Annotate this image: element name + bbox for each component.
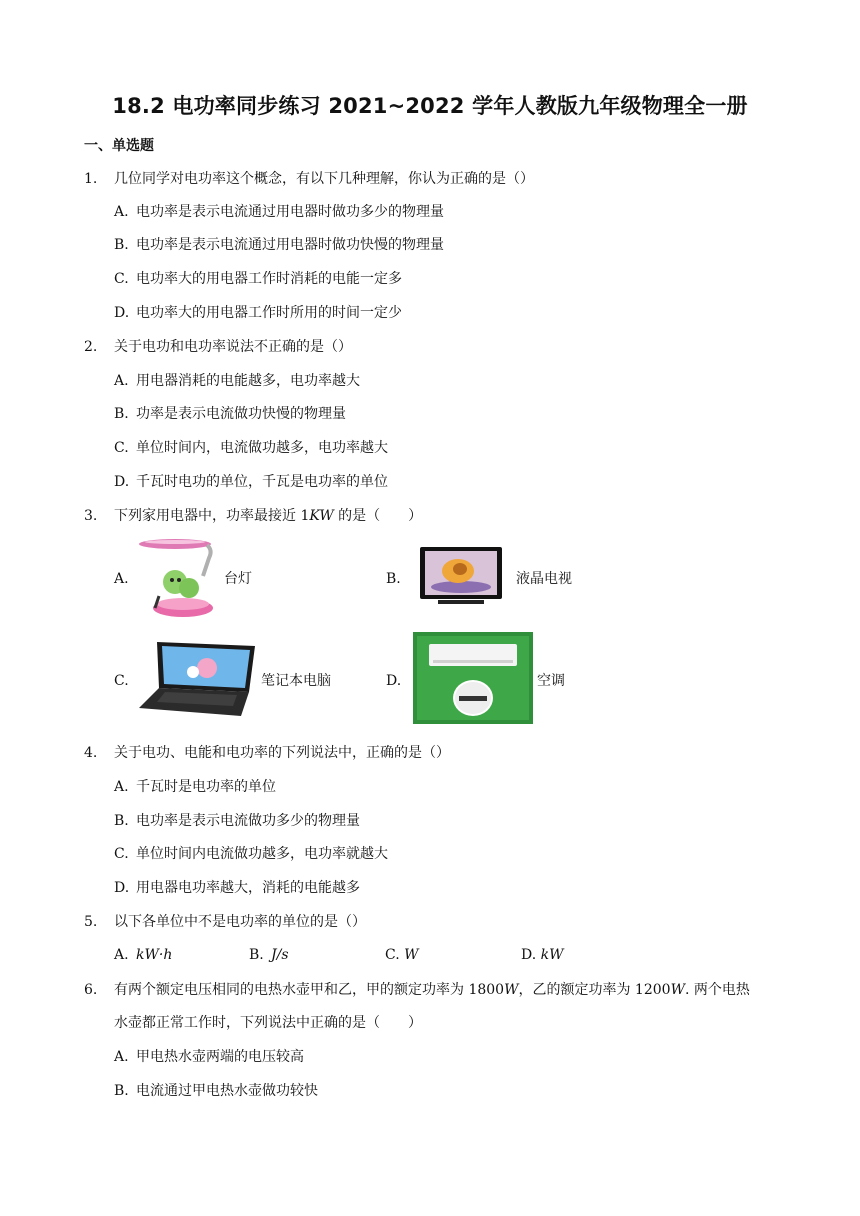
- option-letter: B.: [114, 406, 129, 422]
- option-text: 笔记本电脑: [261, 673, 331, 689]
- option-letter: A.: [114, 947, 129, 963]
- option-letter: A.: [114, 204, 129, 220]
- option-text: 电功率是表示电流做功多少的物理量: [136, 813, 360, 829]
- option-a[interactable]: [114, 778, 276, 796]
- option-letter: C.: [385, 947, 400, 963]
- option-a[interactable]: [114, 372, 360, 390]
- option-letter: B.: [114, 1083, 129, 1099]
- stem-text: 的是（ ）: [333, 508, 423, 524]
- option-letter: D.: [114, 305, 130, 321]
- option-c[interactable]: [114, 270, 402, 288]
- option-letter: B.: [114, 813, 129, 829]
- laptop-icon: [137, 640, 259, 718]
- section-heading: 一、单选题: [84, 138, 154, 154]
- question-stem: [114, 981, 750, 999]
- question-stem: 以下各单位中不是电功率的单位的是（）: [114, 914, 366, 930]
- question-stem: 关于电功、电能和电功率的下列说法中，正确的是（）: [114, 745, 450, 761]
- option-letter: C.: [114, 846, 129, 862]
- option-letter: B.: [114, 237, 129, 253]
- option-text: 液晶电视: [516, 571, 572, 587]
- option-text: 用电器电功率越大，消耗的电能越多: [136, 880, 360, 896]
- option-letter: A.: [114, 1049, 129, 1065]
- unit-symbol: W: [670, 982, 685, 998]
- option-a[interactable]: [114, 946, 172, 964]
- desk-lamp-icon: [137, 536, 233, 622]
- option-d[interactable]: [114, 879, 360, 897]
- option-c[interactable]: [385, 946, 419, 964]
- option-text: 用电器消耗的电能越多，电功率越大: [136, 373, 360, 389]
- question-number: 4.: [84, 745, 98, 761]
- option-d[interactable]: [521, 946, 564, 964]
- question-stem: 关于电功和电功率说法不正确的是（）: [114, 339, 352, 355]
- question-stem: [114, 507, 422, 525]
- question-stem: 几位同学对电功率这个概念，有以下几种理解，你认为正确的是（）: [114, 171, 534, 187]
- option-letter[interactable]: D.: [386, 673, 402, 689]
- option-text: 电流通过甲电热水壶做功较快: [136, 1083, 318, 1099]
- stem-text: 有两个额定电压相同的电热水壶甲和乙，甲的额定功率为 1800: [114, 982, 505, 998]
- option-b[interactable]: [249, 946, 289, 964]
- option-text: J/s: [271, 947, 289, 963]
- question-number: 5.: [84, 914, 98, 930]
- option-text: 千瓦时电功的单位，千瓦是电功率的单位: [136, 474, 388, 490]
- option-letter: D.: [114, 880, 130, 896]
- stem-text: 下列家用电器中，功率最接近 1: [114, 508, 310, 524]
- option-text: 电功率是表示电流通过用电器时做功快慢的物理量: [136, 237, 444, 253]
- question-number: 1.: [84, 171, 98, 187]
- option-letter[interactable]: C.: [114, 673, 129, 689]
- option-letter: B.: [249, 947, 264, 963]
- option-b[interactable]: [114, 812, 360, 830]
- option-text: W: [404, 947, 419, 963]
- option-letter: D.: [521, 947, 537, 963]
- question-stem-continued: 水壶都正常工作时，下列说法中正确的是（ ）: [114, 1015, 422, 1031]
- option-letter: C.: [114, 271, 129, 287]
- option-text: 台灯: [224, 571, 252, 587]
- option-c[interactable]: [114, 439, 388, 457]
- option-letter[interactable]: A.: [114, 571, 129, 587]
- option-text: 千瓦时是电功率的单位: [136, 779, 276, 795]
- option-letter: C.: [114, 440, 129, 456]
- option-letter: A.: [114, 373, 129, 389]
- option-text: 空调: [537, 673, 565, 689]
- option-letter: D.: [114, 474, 130, 490]
- unit-symbol: W: [504, 982, 519, 998]
- option-text: 电功率大的用电器工作时消耗的电能一定多: [136, 271, 402, 287]
- air-conditioner-icon: [413, 632, 533, 724]
- stem-text: ，乙的额定功率为 1200: [518, 982, 671, 998]
- option-d[interactable]: [114, 304, 402, 322]
- question-number: 3.: [84, 508, 98, 524]
- question-number: 2.: [84, 339, 98, 355]
- option-text: 甲电热水壶两端的电压较高: [136, 1049, 304, 1065]
- option-a[interactable]: [114, 1048, 304, 1066]
- option-text: 电功率大的用电器工作时所用的时间一定少: [136, 305, 402, 321]
- option-letter[interactable]: B.: [386, 571, 401, 587]
- option-text: 单位时间内，电流做功越多，电功率越大: [136, 440, 388, 456]
- option-a[interactable]: [114, 203, 444, 221]
- lcd-tv-icon: [416, 545, 506, 609]
- option-b[interactable]: [114, 1082, 318, 1100]
- option-d[interactable]: [114, 473, 388, 491]
- option-text: 单位时间内电流做功越多，电功率就越大: [136, 846, 388, 862]
- page-title: 18.2 电功率同步练习 2021~2022 学年人教版九年级物理全一册: [112, 94, 748, 118]
- option-c[interactable]: [114, 845, 388, 863]
- unit-symbol: KW: [309, 508, 334, 524]
- option-text: kW: [540, 947, 564, 963]
- stem-text: . 两个电热: [684, 982, 750, 998]
- option-b[interactable]: [114, 405, 346, 423]
- option-text: 功率是表示电流做功快慢的物理量: [136, 406, 346, 422]
- option-letter: A.: [114, 779, 129, 795]
- question-number: 6.: [84, 982, 98, 998]
- option-text: 电功率是表示电流通过用电器时做功多少的物理量: [136, 204, 444, 220]
- option-b[interactable]: [114, 236, 444, 254]
- option-text: kW·h: [136, 947, 173, 963]
